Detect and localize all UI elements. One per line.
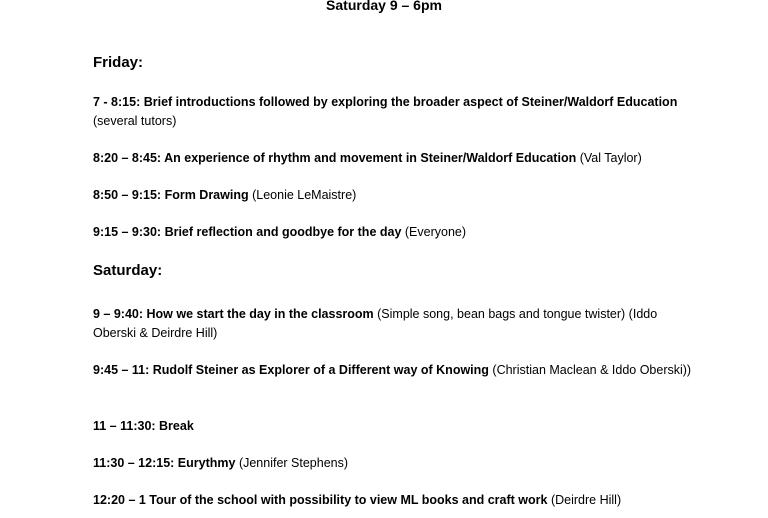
item-presenter: (Leonie LeMaistre) bbox=[252, 188, 357, 202]
friday-heading: Friday: bbox=[93, 54, 144, 71]
schedule-subtitle: Saturday 9 – 6pm bbox=[326, 0, 442, 13]
item-title: 12:20 – 1 Tour of the school with possibility to view ML books and craft work bbox=[93, 493, 548, 507]
item-title: 9:15 – 9:30: Brief reflection and goodbye for the day bbox=[93, 225, 402, 239]
item-presenter: (Simple song, bean bags and tongue twister) (Iddo Oberski & Deirdre Hill) bbox=[93, 307, 658, 340]
saturday-heading: Saturday: bbox=[93, 262, 163, 279]
item-title: 11:30 – 12:15: Eurythmy bbox=[93, 456, 236, 470]
item-title: 9:45 – 11: Rudolf Steiner as Explorer of a Different way of Knowing bbox=[93, 363, 489, 377]
item-presenter: (Christian Maclean & Iddo Oberski)) bbox=[492, 363, 692, 377]
item-presenter: (Jennifer Stephens) bbox=[238, 456, 349, 470]
item-title: 7 - 8:15: Brief introductions followed by exploring the broader aspect of Steiner/Waldorf Education bbox=[93, 95, 678, 109]
item-presenter: (Val Taylor) bbox=[579, 151, 642, 165]
schedule-item bbox=[93, 93, 693, 131]
schedule-item bbox=[93, 186, 693, 205]
schedule-item bbox=[93, 417, 693, 436]
schedule-item bbox=[93, 223, 693, 242]
item-presenter: (several tutors) bbox=[93, 114, 177, 128]
item-title: 9 – 9:40: How we start the day in the classroom bbox=[93, 307, 374, 321]
item-title: 8:20 – 8:45: An experience of rhythm and movement in Steiner/Waldorf Education bbox=[93, 151, 577, 165]
item-title: 8:50 – 9:15: Form Drawing bbox=[93, 188, 249, 202]
item-presenter: (Everyone) bbox=[404, 225, 467, 239]
schedule-item bbox=[93, 149, 693, 168]
schedule-item bbox=[93, 454, 693, 473]
item-title: 11 – 11:30: Break bbox=[93, 419, 194, 433]
schedule-item bbox=[93, 361, 693, 380]
item-presenter: (Deirdre Hill) bbox=[550, 493, 622, 507]
schedule-item bbox=[93, 305, 693, 343]
schedule-item bbox=[93, 491, 693, 510]
